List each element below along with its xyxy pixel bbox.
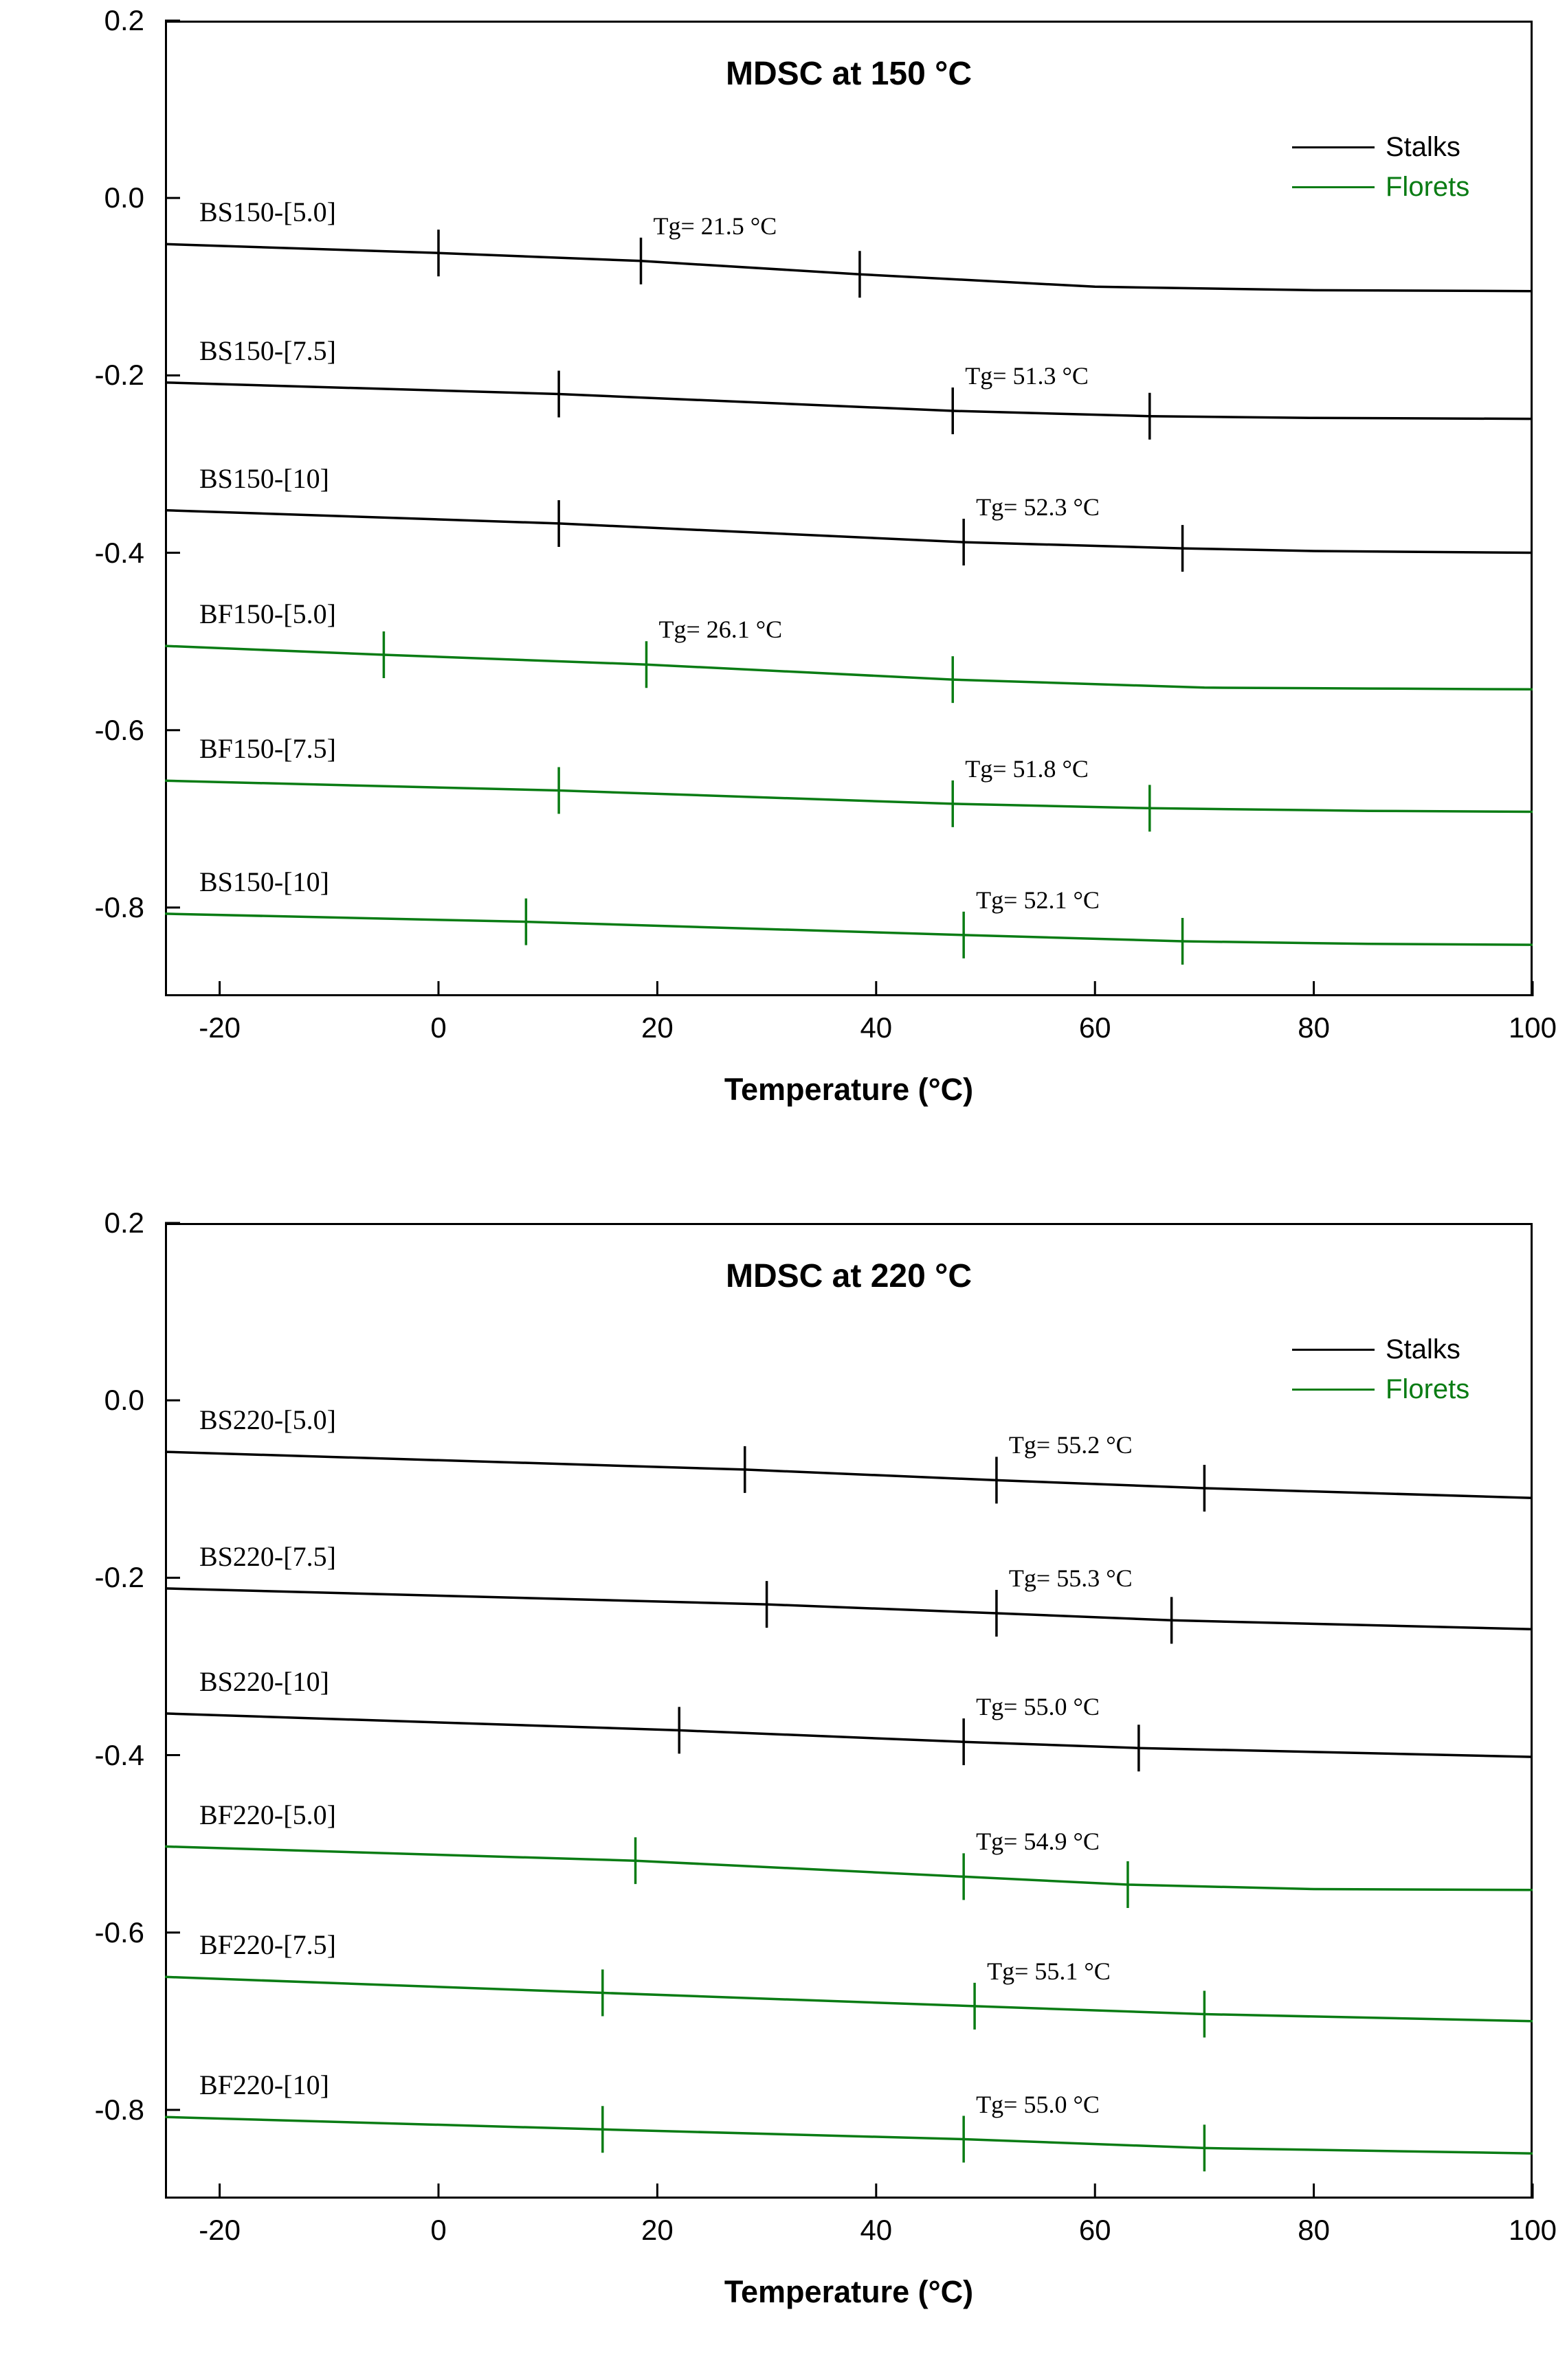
x-axis-label-top: Temperature (°C) bbox=[724, 1072, 974, 1107]
x-tick-label: 0 bbox=[430, 1011, 447, 1044]
curve-label: BS220-[7.5] bbox=[199, 1540, 336, 1572]
chart-title-bottom: MDSC at 220 °C bbox=[726, 1258, 972, 1294]
curve-label: BF220-[10] bbox=[199, 2069, 329, 2101]
x-tick-label: 80 bbox=[1298, 2214, 1330, 2246]
x-tick-label: 40 bbox=[860, 1011, 893, 1044]
tg-annotation: Tg= 21.5 °C bbox=[653, 212, 777, 240]
x-tick-label: 100 bbox=[1508, 1011, 1557, 1044]
x-tick-label: 80 bbox=[1298, 1011, 1330, 1044]
curve-label: BS150-[10] bbox=[199, 866, 329, 897]
chart-panel-bottom bbox=[0, 1202, 1567, 2370]
curve-label: BS150-[10] bbox=[199, 462, 329, 494]
x-tick-label: 20 bbox=[641, 1011, 674, 1044]
y-tick-label: -0.6 bbox=[94, 713, 144, 746]
y-tick-label: -0.8 bbox=[94, 2093, 144, 2126]
y-tick-label: 0.0 bbox=[104, 181, 144, 214]
curve-label: BS150-[7.5] bbox=[199, 335, 336, 366]
tg-annotation: Tg= 51.3 °C bbox=[965, 362, 1089, 390]
chart-title-top: MDSC at 150 °C bbox=[726, 56, 972, 92]
curve-label: BF150-[7.5] bbox=[199, 733, 336, 765]
curve-label: BS220-[10] bbox=[199, 1665, 329, 1697]
x-tick-label: 20 bbox=[641, 2214, 674, 2246]
x-tick-label: 40 bbox=[860, 2214, 893, 2246]
y-tick-label: -0.6 bbox=[94, 1916, 144, 1949]
tg-annotation: Tg= 55.2 °C bbox=[1008, 1431, 1133, 1459]
curve-label: BF220-[5.0] bbox=[199, 1799, 336, 1830]
legend-label-florets: Florets bbox=[1386, 1373, 1470, 1404]
y-tick-label: 0.2 bbox=[104, 4, 144, 36]
y-tick-label: -0.2 bbox=[94, 1561, 144, 1594]
tg-annotation: Tg= 52.3 °C bbox=[976, 493, 1100, 521]
chart-svg-bottom bbox=[0, 1202, 1567, 2370]
x-axis-label-bottom: Temperature (°C) bbox=[724, 2274, 974, 2309]
tg-annotation: Tg= 51.8 °C bbox=[965, 754, 1089, 783]
y-tick-label: 0.0 bbox=[104, 1384, 144, 1417]
chart-svg-top bbox=[0, 0, 1567, 1168]
tg-annotation: Tg= 26.1 °C bbox=[658, 616, 783, 644]
legend-label-florets: Florets bbox=[1386, 171, 1470, 202]
y-tick-label: -0.2 bbox=[94, 359, 144, 392]
curve-label: BF150-[5.0] bbox=[199, 598, 336, 630]
legend-label-stalks: Stalks bbox=[1386, 131, 1460, 162]
y-tick-label: 0.2 bbox=[104, 1206, 144, 1239]
x-tick-label: 60 bbox=[1078, 1011, 1111, 1044]
y-tick-label: -0.4 bbox=[94, 536, 144, 569]
curve-label: BS220-[5.0] bbox=[199, 1404, 336, 1436]
x-tick-label: -20 bbox=[199, 2214, 241, 2246]
tg-annotation: Tg= 55.3 °C bbox=[1008, 1564, 1133, 1592]
x-tick-label: 60 bbox=[1078, 2214, 1111, 2246]
tg-annotation: Tg= 55.0 °C bbox=[976, 2090, 1100, 2118]
curve-label: BS150-[5.0] bbox=[199, 197, 336, 228]
y-tick-label: -0.8 bbox=[94, 890, 144, 923]
tg-annotation: Tg= 54.9 °C bbox=[976, 1828, 1100, 1856]
tg-annotation: Tg= 55.1 °C bbox=[987, 1957, 1111, 1985]
tg-annotation: Tg= 55.0 °C bbox=[976, 1693, 1100, 1721]
curve-label: BF220-[7.5] bbox=[199, 1929, 336, 1961]
tg-annotation: Tg= 52.1 °C bbox=[976, 886, 1100, 914]
legend-label-stalks: Stalks bbox=[1386, 1334, 1460, 1365]
chart-panel-top bbox=[0, 0, 1567, 1168]
y-tick-label: -0.4 bbox=[94, 1738, 144, 1771]
x-tick-label: 0 bbox=[430, 2214, 447, 2246]
x-tick-label: -20 bbox=[199, 1011, 241, 1044]
x-tick-label: 100 bbox=[1508, 2214, 1557, 2246]
